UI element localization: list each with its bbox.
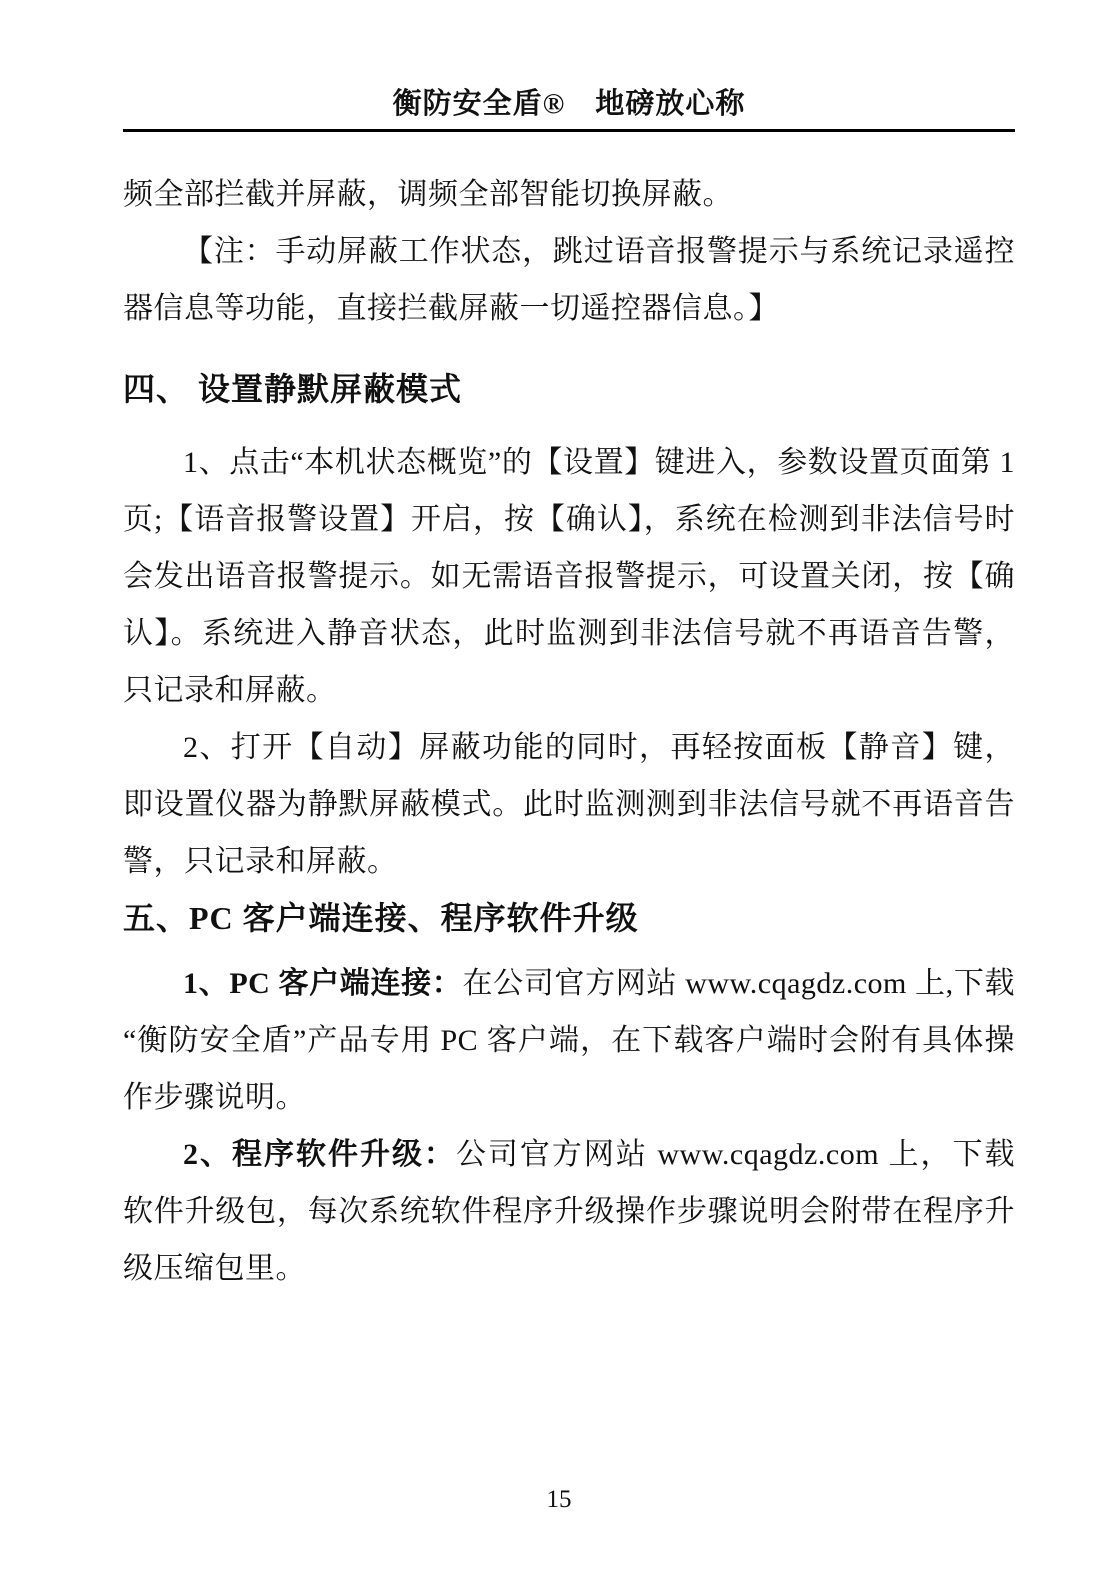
section4-paragraph-1: 1、点击“本机状态概览”的【设置】键进入，参数设置页面第 1 页;【语音报警设置】开启，按【确认】，系统在检测到非法信号时会发出语音报警提示。如无需语音报警提示，可设置关闭，按【确认】。系统进入静音状态，此时监测到非法信号就不再语音告警，只记录和屏蔽。 [123,446,1015,707]
section-heading-4: 四、 设置静默屏蔽模式 [123,371,463,407]
section5-item-1-body: 在公司官方网站 www.cqagdz.com 上,下载“衡防安全盾”产品专用 PC 客户端，在下载客户端时会附有具体操作步骤说明。 [123,967,1015,1114]
page-footer [0,1485,1118,1515]
paragraph-continuation: 频全部拦截并屏蔽，调频全部智能切换屏蔽。 [123,178,733,211]
header-rule [123,129,1015,132]
section5-item-1 [123,955,1015,1126]
section5-item-1-lead: 1、PC 客户端连接： [183,967,463,1000]
paragraph-note: 【注：手动屏蔽工作状态，跳过语音报警提示与系统记录遥控器信息等功能，直接拦截屏蔽一切遥控器信息。】 [123,235,1015,325]
section5-item-2 [123,1126,1015,1297]
section-heading-5: 五、PC 客户端连接、程序软件升级 [123,900,639,936]
section5-item-2-body: 公司官方网站 www.cqagdz.com 上，下载软件升级包，每次系统软件程序升级操作步骤说明会附带在程序升级压缩包里。 [123,1138,1015,1285]
page-header-title: 衡防安全盾® 地磅放心称 [392,88,746,120]
page-header [123,0,1015,132]
section5-item-2-lead: 2、程序软件升级： [183,1138,456,1171]
page-number: 15 [546,1486,572,1513]
section4-paragraph-2: 2、打开【自动】屏蔽功能的同时，再轻按面板【静音】键，即设置仪器为静默屏蔽模式。此时监测测到非法信号就不再语音告警，只记录和屏蔽。 [123,731,1015,878]
document-body [123,166,1015,1297]
